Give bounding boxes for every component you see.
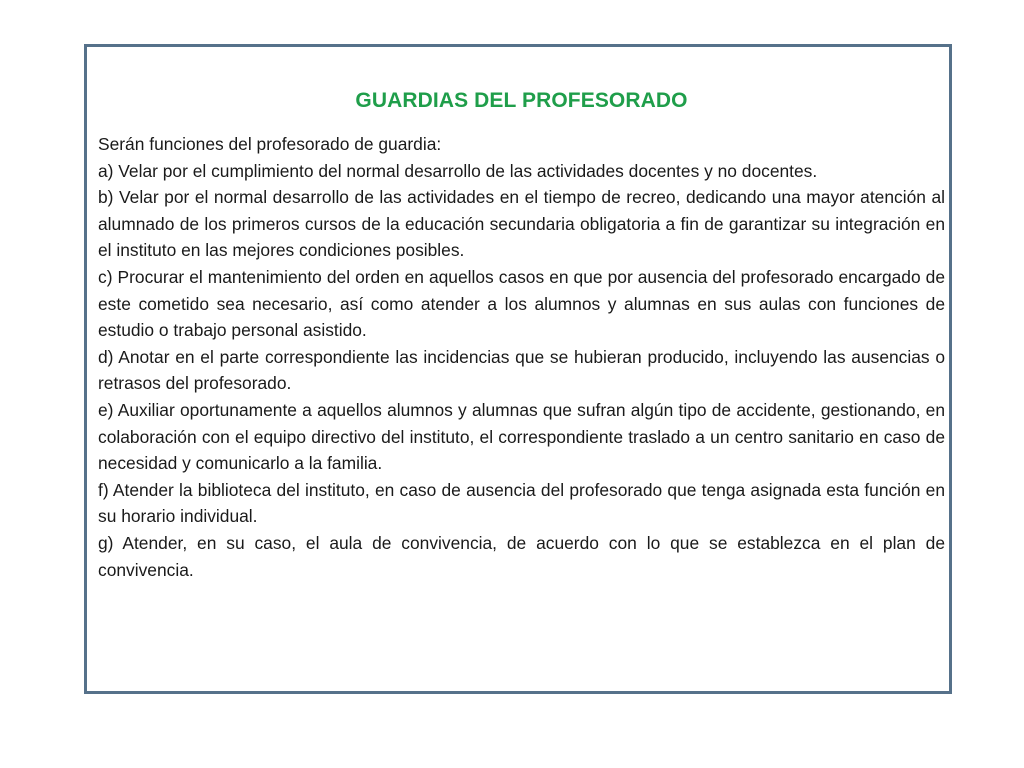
list-item-c: c) Procurar el mantenimiento del orden en aquellos casos en que por ausencia del profesorado encargado de este cometido sea necesario, así como atender a los alumnos y alumnas en sus aulas con funciones de estudio o trabajo personal asistido. <box>98 266 945 341</box>
list-item-b: b) Velar por el normal desarrollo de las actividades en el tiempo de recreo, dedicando una mayor atención al alumnado de los primeros cursos de la educación secundaria obligatoria a fin de garantizar su integración en el instituto en las mejores condiciones posibles. <box>98 187 945 261</box>
intro-text: Serán funciones del profesorado de guardia: <box>98 134 442 154</box>
content-frame <box>84 44 952 694</box>
list-item-d: d) Anotar en el parte correspondiente las incidencias que se hubieran producido, incluyendo las ausencias o retrasos del profesorado. <box>98 346 945 394</box>
page-title: GUARDIAS DEL PROFESORADO <box>355 89 688 112</box>
list-item-a: a) Velar por el cumplimiento del normal desarrollo de las actividades docentes y no docentes. <box>98 160 818 181</box>
document-body <box>98 87 945 583</box>
list-item-g: g) Atender, en su caso, el aula de convivencia, de acuerdo con lo que se establezca en el plan de convivencia. <box>98 532 945 580</box>
list-item-e: e) Auxiliar oportunamente a aquellos alumnos y alumnas que sufran algún tipo de accidente, gestionando, en colaboración con el equipo directivo del instituto, el correspondiente traslado a un centro sanitario en caso de necesidad y comunicarlo a la familia. <box>98 399 945 474</box>
list-item-f: f) Atender la biblioteca del instituto, en caso de ausencia del profesorado que tenga asignada esta función en su horario individual. <box>98 479 945 527</box>
